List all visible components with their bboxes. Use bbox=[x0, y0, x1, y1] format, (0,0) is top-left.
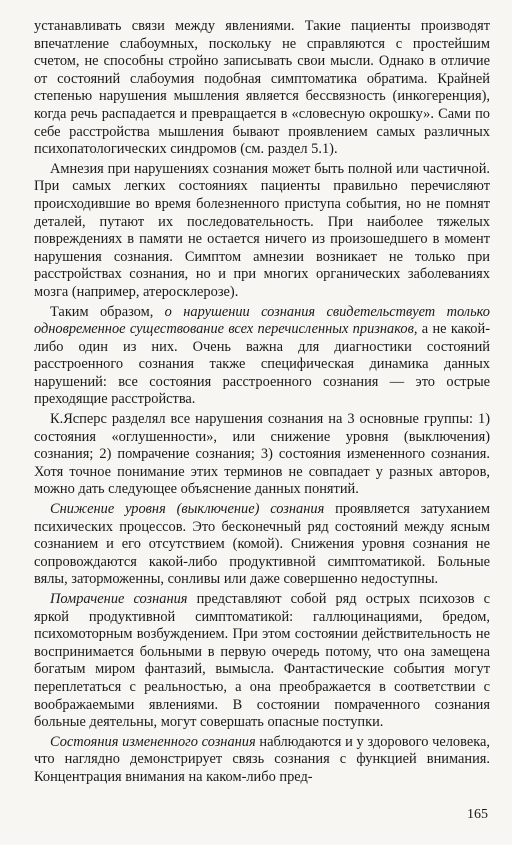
italic-text-run: Состояния измененного сознания bbox=[50, 733, 256, 750]
page-number: 165 bbox=[467, 807, 488, 822]
italic-text-run: о нарушении сознания свидетельствует только одновременное существование всех перечисленных признаков bbox=[34, 303, 490, 338]
body-text bbox=[34, 18, 490, 789]
paragraph-4 bbox=[34, 411, 490, 499]
text-run: Амнезия при нарушениях сознания может быть полной или частичной. При самых легких состояниях пациенты правильно перечисляют происходившие во время болезненного приступа события, но не помнят деталей, путают их последовательность. При наиболее тяжелых повреждениях в памяти не остается ничего из произошедшего в момент нарушения сознания. Симптом амнезии возникает не только при расстройствах сознания, но и при многих органических заболеваниях мозга (например, атеросклерозе). bbox=[34, 160, 490, 300]
paragraph-3 bbox=[34, 304, 490, 410]
text-run: представляют собой ряд острых психозов с яркой продуктивной симптоматикой: галлюцинациями, бредом, психомоторным возбуждением. При этом состоянии действительность не воспринимается больными в первую очередь потому, что она замещена богатым миром фантазий, вымысла. Фантастические события могут переплетаться с реальностью, а она преображается в соответствии с воображаемыми явлениями. В состоянии помраченного сознания больные деятельны, могут совершать опасные поступки. bbox=[34, 591, 490, 731]
italic-text-run: Помрачение сознания bbox=[50, 591, 188, 607]
text-run: Таким образом, bbox=[50, 303, 165, 320]
italic-text-run: Снижение уровня (выключение) сознания bbox=[50, 501, 325, 518]
text-run: , а не какой-либо один из них. Очень важна для диагностики состояний расстроенного сознания также специфическая динамика данных нарушений: все состояния расстроенного сознания — это острые преходящие расстройства. bbox=[34, 321, 490, 408]
paragraph-7 bbox=[34, 734, 490, 787]
paragraph-2 bbox=[34, 161, 490, 302]
paragraph-1 bbox=[34, 18, 490, 159]
paragraph-6 bbox=[34, 591, 490, 732]
paragraph-5 bbox=[34, 501, 490, 589]
text-run: наблюдаются и у здорового человека, что наглядно демонстрирует связь сознания с функцией внимания. Концентрация внимания на каком-либо пред- bbox=[34, 733, 490, 785]
text-run: К.Ясперс разделял все нарушения сознания на 3 основные группы: 1) состояния «оглушенности», или снижение уровня (выключения) сознания; 2) помрачение сознания; 3) состояния измененного сознания. Хотя точное понимание этих терминов не совпадает у разных авторов, можно дать следующее объяснение данных понятий. bbox=[34, 411, 490, 498]
text-run: проявляется затуханием психических процессов. Это бесконечный ряд состояний между ясным сознанием и его отсутствием (комой). Снижения уровня сознания не сопровождаются какой-либо продуктивной симптоматикой. Больные вялы, заторможенны, сонливы или даже совершенно недоступны. bbox=[34, 501, 490, 588]
text-run: устанавливать связи между явлениями. Такие пациенты производят впечатление слабоумных, поскольку не справляются с простейшим счетом, не способны стройно записывать свои мысли. Однако в отличие от состояний слабоумия подобная симптоматика обратима. Крайней степенью нарушения мышления является бессвязность (инкогеренция), когда речь распадается и превращается в «словесную окрошку». Сами по себе расстройства мышления бывают проявлением самых различных психопатологических синдромов (см. раздел 5.1). bbox=[34, 18, 490, 158]
